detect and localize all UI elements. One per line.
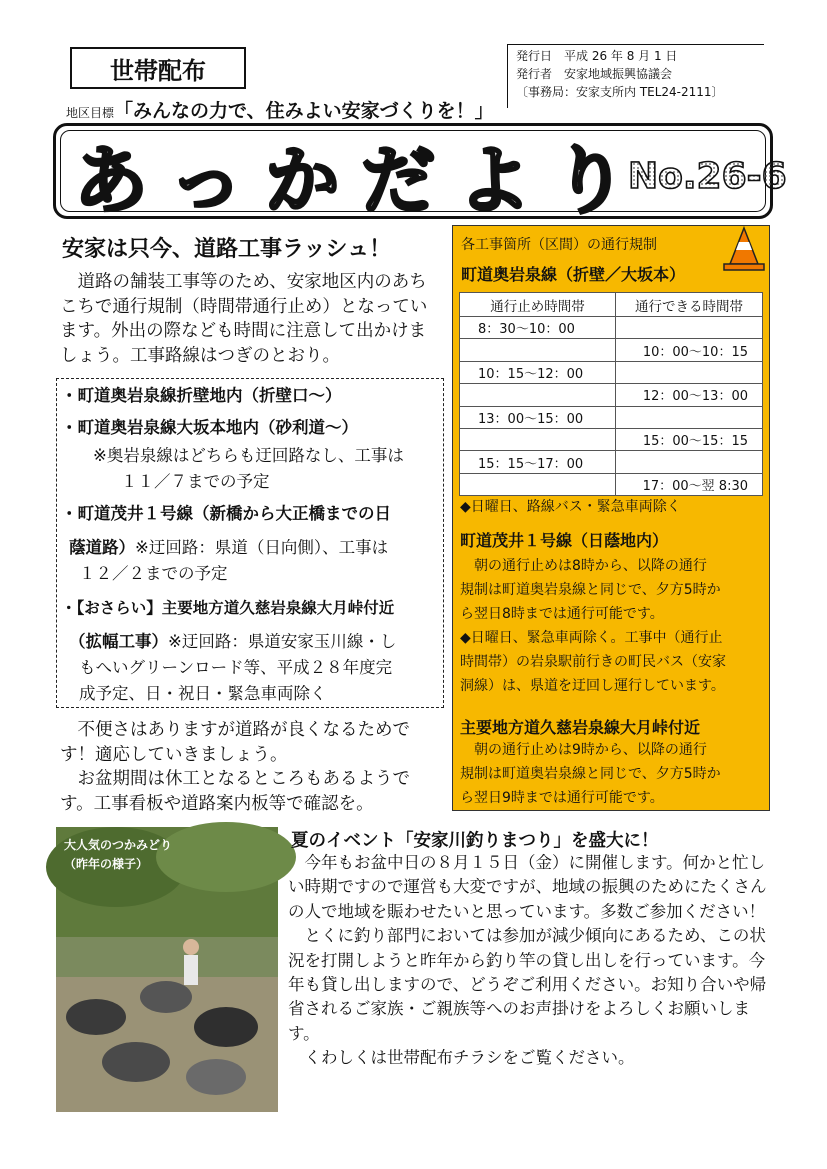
publisher: 発行者 安家地域振興協議会 xyxy=(516,67,673,81)
route2-line: 規制は町道奥岩泉線と同じで、夕方5時か xyxy=(460,582,721,598)
photo-caption: 大人気のつかみどり xyxy=(64,838,173,852)
open-time: 12：00～13：00 xyxy=(616,384,763,406)
title-art xyxy=(56,126,787,224)
route-item: ・町道奥岩泉線大坂本地内（砂利道～） xyxy=(61,418,358,437)
closed-time xyxy=(460,428,616,450)
newsletter-title: あっかだより xyxy=(74,138,650,224)
route-list-box xyxy=(56,378,444,708)
distribution-label: 世帯配布 xyxy=(70,47,246,89)
table-row xyxy=(460,406,763,428)
closed-time: 13：00～15：00 xyxy=(460,406,616,428)
event-heading: 夏のイベント「安家川釣りまつり」を盛大に！ xyxy=(291,831,659,851)
route-note: １１／７までの予定 xyxy=(121,472,270,491)
route1-title: 町道奥岩泉線（折壁／大坂本） xyxy=(461,265,686,284)
open-time xyxy=(616,451,763,473)
issue-number: No.26-6 xyxy=(628,156,787,197)
photo-caption: （昨年の様子） xyxy=(64,857,149,871)
open-time: 10：00～10：15 xyxy=(616,339,763,361)
closed-time: 15：15～17：00 xyxy=(460,451,616,473)
closed-time: 8：30～10：00 xyxy=(460,317,616,339)
closed-time xyxy=(460,384,616,406)
route1-note: ◆日曜日、路線バス・緊急車両除く xyxy=(460,499,681,515)
event-body xyxy=(288,851,768,1071)
traffic-cone-icon xyxy=(722,226,766,272)
district-goal xyxy=(66,96,494,123)
open-time: 15：00～15：15 xyxy=(616,428,763,450)
route-item: ・町道奥岩泉線折壁地内（折壁口～） xyxy=(61,386,342,405)
route2-title: 町道茂井１号線（日蔭地内） xyxy=(460,531,669,550)
route2-line: ◆日曜日、緊急車両除く。工事中（通行止 xyxy=(460,630,723,646)
closed-time xyxy=(460,473,616,495)
column-header: 通行できる時間帯 xyxy=(616,293,763,317)
route2-line: 時間帯）の岩泉駅前行きの町民バス（安家 xyxy=(460,654,726,670)
schedule-table xyxy=(459,292,763,496)
route2-body xyxy=(460,554,726,698)
route3-line: ら翌日9時までは通行可能です。 xyxy=(460,790,664,806)
table-row xyxy=(460,384,763,406)
route3-body xyxy=(460,738,721,810)
section-label: 各工事箇所（区間）の通行規制 xyxy=(461,237,657,253)
route-item: （拡幅工事）※迂回路：県道安家玉川線・し xyxy=(69,632,397,651)
route-note: ※奥岩泉線はどちらも迂回路なし、工事は xyxy=(93,446,404,465)
publication-info xyxy=(507,44,764,108)
table-row xyxy=(460,451,763,473)
event-paragraph: とくに釣り部門においては参加が減少傾向にあるため、この状況を打開しようと昨年から釣り竿の貸し出しを行っています。今年も貸し出しますので、どうぞご利用ください。お知り合いや帰省されるご家族・ご親族等へのお声掛けをよろしくお願いします。 xyxy=(288,926,767,1043)
route-item: ・町道茂井１号線（新橋から大正橋までの日 xyxy=(61,504,391,523)
closed-time xyxy=(460,339,616,361)
table-row xyxy=(460,361,763,383)
table-row xyxy=(460,317,763,339)
table-row xyxy=(460,428,763,450)
column-header: 通行止め時間帯 xyxy=(460,293,616,317)
open-time xyxy=(616,406,763,428)
office: 〔事務局：安家支所内 TEL24-2111〕 xyxy=(516,85,724,99)
route3-line: 朝の通行止めは9時から、以降の通行 xyxy=(460,742,707,758)
goal-label: 地区目標 xyxy=(66,106,115,120)
route3-title: 主要地方道久慈岩泉線大月峠付近 xyxy=(460,718,701,737)
pub-date: 発行日 平成 26 年 8 月 1 日 xyxy=(516,49,678,63)
route-item: 蔭道路）※迂回路：県道（日向側）、工事は xyxy=(69,538,389,557)
title-banner xyxy=(53,123,787,224)
route2-line: 洞線）は、県道を迂回し運行しています。 xyxy=(460,678,725,694)
event-paragraph: 今年もお盆中日の８月１５日（金）に開催します。何かと忙しい時期ですので運営も大変ですが、地域の振興のためにたくさんの人で地域を賑わせたいと思っています。多数ご参加ください！ xyxy=(288,853,767,921)
route2-line: ら翌日8時までは通行可能です。 xyxy=(460,606,664,622)
route-item: ・【おさらい】主要地方道久慈岩泉線大月峠付近 xyxy=(61,599,395,617)
road-work-intro: 道路の舗装工事等のため、安家地区内のあちこちで通行規制（時間帯通行止め）となっています。外出の際なども時間に注意して出かけましょう。工事路線はつぎのとおり。 xyxy=(60,272,428,366)
open-time: 17：00～翌 8:30 xyxy=(616,473,763,495)
closed-time: 10：15～12：00 xyxy=(460,361,616,383)
route-note: 成予定、日・祝日・緊急車両除く xyxy=(79,684,327,703)
table-row xyxy=(460,473,763,495)
road-work-outro: 不便さはありますが道路が良くなるためです！適応していきましょう。 お盆期間は休工となるところもあるようです。工事看板や道路案内板等で確認を。 xyxy=(60,720,410,814)
table-row xyxy=(460,339,763,361)
route2-line: 朝の通行止めは8時から、以降の通行 xyxy=(460,558,707,574)
goal-text: 「みんなの力で、住みよい安家づくりを！」 xyxy=(114,100,494,122)
open-time xyxy=(616,361,763,383)
table-header-row xyxy=(460,293,763,317)
open-time xyxy=(616,317,763,339)
route3-line: 規制は町道奥岩泉線と同じで、夕方5時か xyxy=(460,766,721,782)
event-paragraph: くわしくは世帯配布チラシをご覧ください。 xyxy=(304,1048,635,1068)
road-work-heading: 安家は只今、道路工事ラッシュ！ xyxy=(62,237,392,262)
route-note: もへいグリーンロード等、平成２８年度完 xyxy=(79,658,393,677)
route-note: １２／２までの予定 xyxy=(79,564,228,583)
